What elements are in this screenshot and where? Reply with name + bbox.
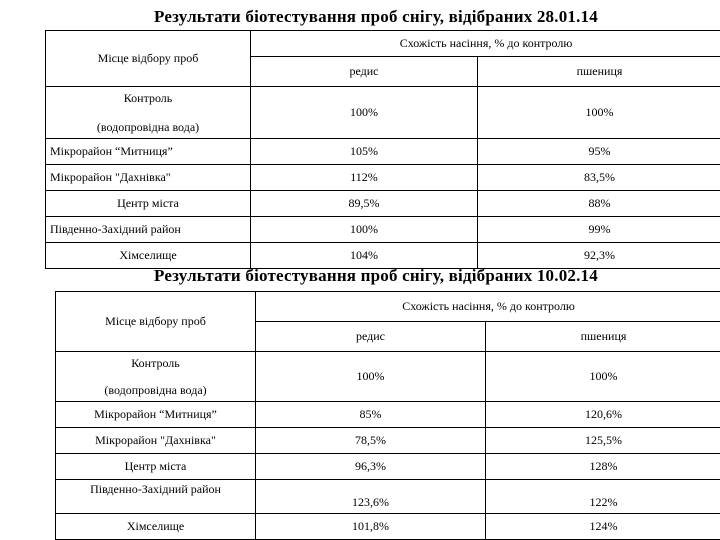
table-row [46,243,720,269]
table1-row-wheat: 99% [478,217,720,243]
table2-control-label: Контроль [131,355,180,370]
table-row [56,428,720,454]
table2-row-radish: 85% [256,402,486,428]
table1-header-location: Місце відбору проб [46,31,251,87]
table1-row-wheat: 92,3% [478,243,720,269]
table1-row-wheat: 88% [478,191,720,217]
table1-row-location: Мікрорайон "Дахнівка" [46,165,251,191]
table-row [46,139,720,165]
table1-col-radish: редис [251,57,478,87]
table1-row-wheat: 83,5% [478,165,720,191]
table1-control-cell [46,87,251,139]
table2-col-wheat: пшениця [486,322,720,352]
table1-row-radish: 89,5% [251,191,478,217]
table2-header-group: Схожість насіння, % до контролю [256,292,720,322]
table2-control-sublabel: (водопровідна вода) [104,382,207,397]
table1-row-location: Мікрорайон “Митниця” [46,139,251,165]
table2-row-wheat: 128% [486,454,720,480]
table1-row-location: Південно-Західний район [46,217,251,243]
table1-row-radish: 100% [251,217,478,243]
table2 [55,291,720,540]
table1-control-label: Контроль [123,90,173,105]
table1-control-radish: 100% [251,87,478,139]
table2-row-wheat: 120,6% [486,402,720,428]
table1-title: Результати біотестування проб снігу, відібраних 28.01.14 [154,7,598,26]
table-row [56,454,720,480]
table1-row-location: Хімселище [46,243,251,269]
table2-header-location: Місце відбору проб [56,292,256,352]
table2-control-wheat: 100% [486,352,720,402]
table1-control-wheat: 100% [478,87,720,139]
table2-row-wheat: 124% [486,514,720,540]
table2-row-location: Південно-Західний район [56,480,256,514]
table1-row-wheat: 95% [478,139,720,165]
table2-col-radish: редис [256,322,486,352]
table-row [46,191,720,217]
table2-row-radish: 123,6% [256,480,486,514]
table-row [56,480,720,514]
table1-row-location: Центр міста [46,191,251,217]
table2-row-radish: 101,8% [256,514,486,540]
table2-row-location: Мікрорайон “Митниця” [56,402,256,428]
table2-control-radish: 100% [256,352,486,402]
table1 [45,30,720,269]
table-row [56,402,720,428]
table-row [56,514,720,540]
table2-row-wheat: 122% [486,480,720,514]
table2-row-location: Мікрорайон "Дахнівка" [56,428,256,454]
table2-row-location: Хімселище [56,514,256,540]
table2-row-radish: 96,3% [256,454,486,480]
table1-header-group: Схожість насіння, % до контролю [251,31,720,57]
table1-col-wheat: пшениця [478,57,720,87]
table1-row-radish: 104% [251,243,478,269]
table-row [46,217,720,243]
table1-row-radish: 112% [251,165,478,191]
table1-control-sublabel: (водопровідна вода) [96,119,200,134]
table2-row-radish: 78,5% [256,428,486,454]
table1-row-radish: 105% [251,139,478,165]
table2-title: Результати біотестування проб снігу, відібраних 10.02.14 [154,266,598,285]
table2-row-wheat: 125,5% [486,428,720,454]
table2-control-cell [56,352,256,402]
table2-row-location: Центр міста [56,454,256,480]
table-row [46,165,720,191]
